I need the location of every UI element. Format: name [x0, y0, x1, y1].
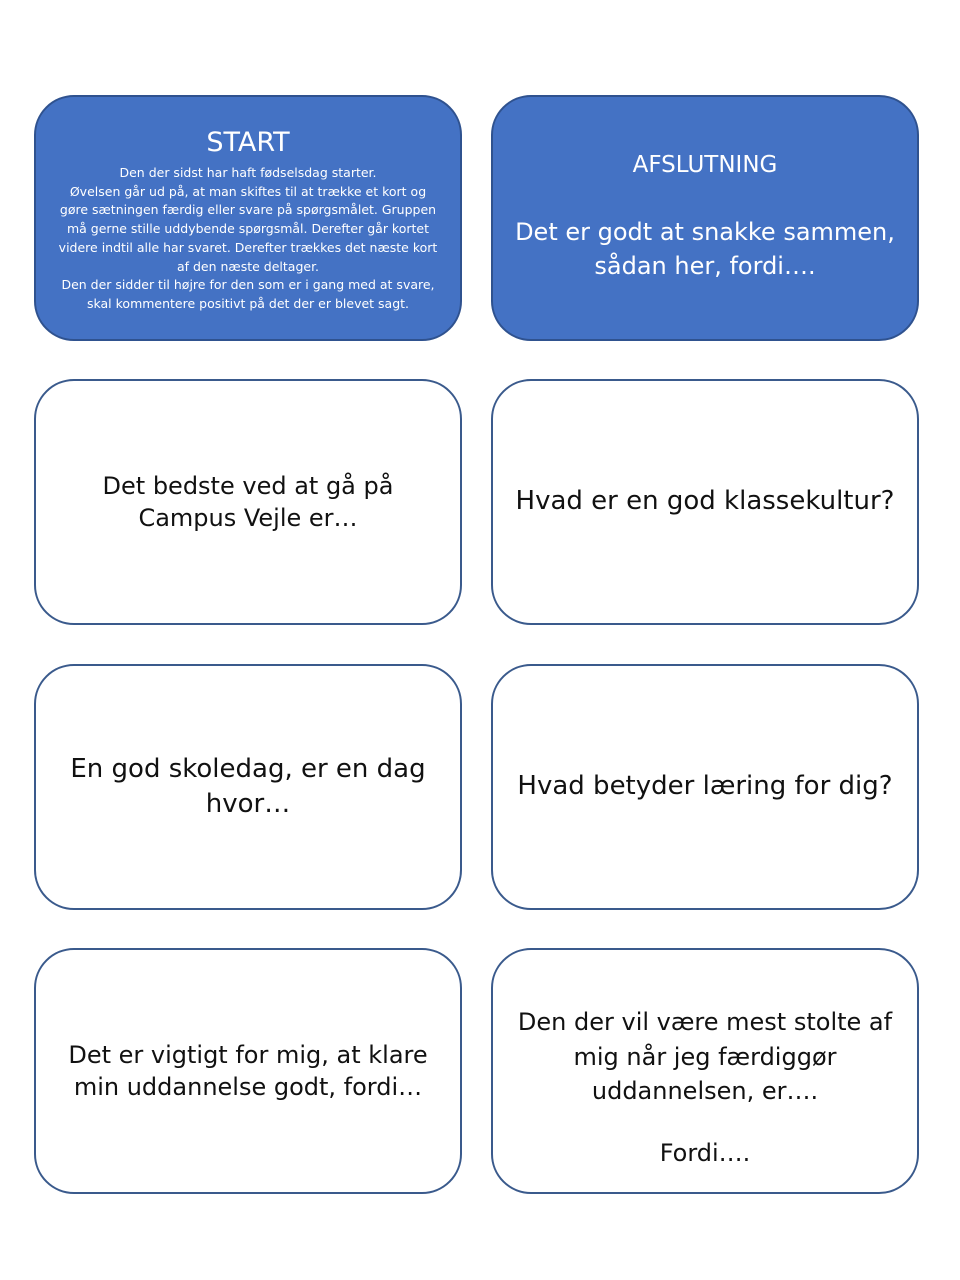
- uddannelse-card-text: Det er vigtigt for mig, at klare min uddannelse godt, fordi…: [68, 1040, 428, 1101]
- start-instruction-line: Den der sidst har haft fødselsdag starter.: [119, 164, 377, 180]
- campus-card-text: Det bedste ved at gå på Campus Vejle er…: [102, 471, 394, 532]
- start-instruction-line: Øvelsen går ud på, at man skiftes til at trække et kort og gøre sætningen færdig eller svare på spørgsmålet. Gruppen må gerne stille uddybende spørgsmål. Derefter går kortet videre indtil alle har svaret. Derefter trækkes det næste kort af den næste deltager.: [58, 183, 438, 274]
- campus-card: [34, 379, 462, 625]
- laering-card: [491, 664, 919, 910]
- start-card: [34, 95, 462, 341]
- skoledag-card: [34, 664, 462, 910]
- laering-card-text: Hvad betyder læring for dig?: [517, 771, 893, 802]
- start-instruction-line: Den der sidder til højre for den som er i gang med at svare, skal kommentere positivt på det der er blevet sagt.: [61, 277, 435, 312]
- stolte-card-text: Den der vil være mest stolte af mig når jeg færdiggør uddannelsen, er….: [517, 1007, 893, 1106]
- stolte-card: [491, 948, 919, 1194]
- start-card-title: START: [206, 127, 290, 159]
- stolte-card-fordi: Fordi….: [659, 1139, 751, 1168]
- afslutning-card-title: AFSLUTNING: [632, 151, 778, 178]
- afslutning-card-text: Det er godt at snakke sammen, sådan her, fordi….: [515, 218, 895, 280]
- start-card-instructions: [54, 164, 442, 314]
- skoledag-card-text: En god skoledag, er en dag hvor…: [70, 753, 426, 819]
- klassekultur-card-text: Hvad er en god klassekultur?: [515, 486, 895, 517]
- uddannelse-card: [34, 948, 462, 1194]
- klassekultur-card: [491, 379, 919, 625]
- afslutning-card: [491, 95, 919, 341]
